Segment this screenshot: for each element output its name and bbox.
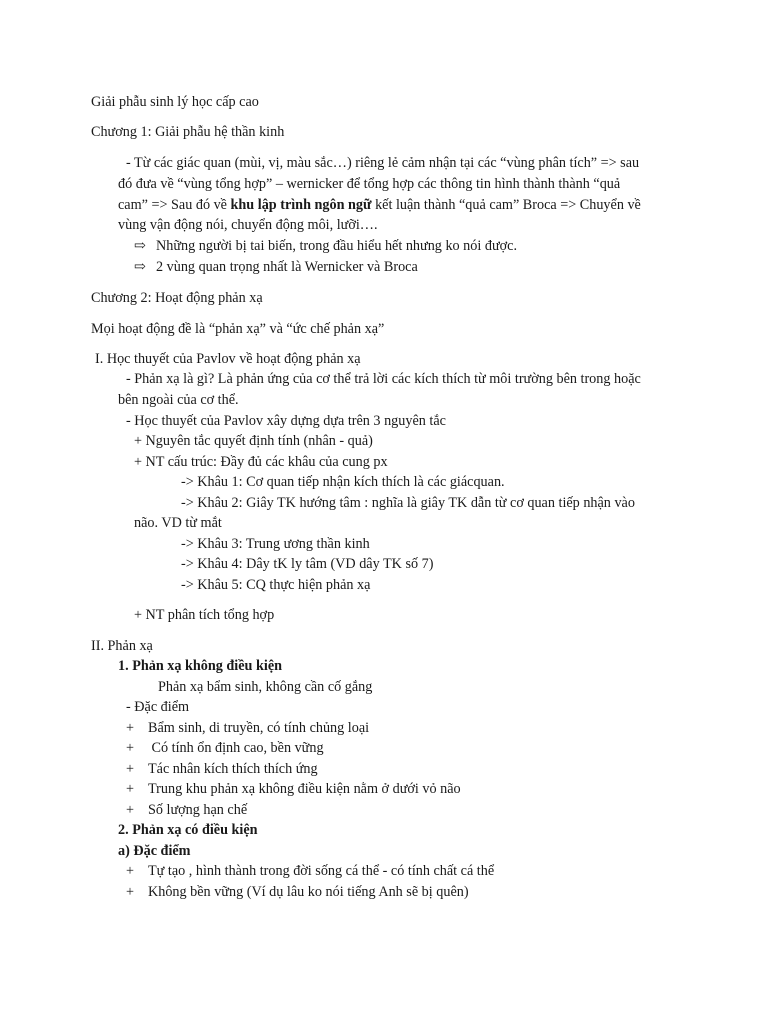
section1-line: bên ngoài của cơ thể. (118, 392, 239, 408)
reflex-arc-step: -> Khâu 2: Giây TK hướng tâm : nghĩa là giây TK dẫn từ cơ quan tiếp nhận vào (181, 495, 635, 511)
subsection-heading: 2. Phản xạ có điều kiện (118, 822, 258, 838)
subsection-description: Phản xạ bẩm sinh, không cần cố gắng (158, 679, 373, 695)
plus-marker: + (126, 761, 135, 777)
subsection-heading: a) Đặc điểm (118, 843, 191, 859)
section1-line: - Học thuyết của Pavlov xây dựng dựa trên 3 nguyên tắc (126, 413, 446, 429)
reflex-arc-step: -> Khâu 3: Trung ương thần kinh (181, 536, 370, 552)
trait-text: Trung khu phản xạ không điều kiện nằm ở dưới vỏ não (148, 781, 461, 797)
chapter2-heading: Chương 2: Hoạt động phản xạ (91, 290, 263, 306)
paragraph-text: kết luận thành “quả cam” Broca => Chuyển về (371, 197, 641, 213)
trait-text: Tác nhân kích thích thích ứng (148, 761, 318, 777)
principle-item: + NT cấu trúc: Đầy đủ các khâu của cung px (134, 454, 388, 470)
bullet-text: 2 vùng quan trọng nhất là Wernicker và Broca (156, 259, 418, 275)
trait-item (126, 861, 495, 882)
trait-item (126, 779, 461, 800)
chapter1-paragraph-line: - Từ các giác quan (mùi, vị, màu sắc…) riêng lẻ cảm nhận tại các “vùng phân tích” => sau (126, 155, 640, 171)
trait-text: Không bền vững (Ví dụ lâu ko nói tiếng Anh sẽ bị quên) (148, 884, 469, 900)
traits-label: - Đặc điểm (126, 699, 190, 715)
chapter1-paragraph-line: vùng vận động nói, chuyển động môi, lưỡi…. (118, 217, 378, 233)
plus-marker: + (126, 802, 135, 818)
trait-item (126, 738, 324, 759)
trait-text: Số lượng hạn chế (148, 802, 248, 818)
bold-term: khu lập trình ngôn ngữ (230, 197, 372, 213)
reflex-arc-step: -> Khâu 1: Cơ quan tiếp nhận kích thích là các giácquan. (181, 474, 505, 490)
arrow-bullet (134, 257, 418, 278)
reflex-arc-step: -> Khâu 4: Dây tK ly tâm (VD dây TK số 7) (181, 556, 434, 572)
plus-marker: + (126, 781, 135, 797)
document-title: Giải phẫu sinh lý học cấp cao (91, 94, 259, 110)
trait-item (126, 800, 248, 821)
section1-heading: I. Học thuyết của Pavlov về hoạt động phản xạ (95, 351, 361, 367)
section2-heading: II. Phản xạ (91, 638, 153, 654)
chapter1-paragraph-line (118, 195, 641, 216)
chapter1-paragraph-line: đó đưa về “vùng tổng hợp” – wernicker để tổng hợp các thông tin hình thành thành “quả (118, 176, 621, 192)
trait-text: Có tính ổn định cao, bền vững (148, 740, 324, 756)
arrow-right-icon: ⇨ (134, 238, 146, 254)
principle-item: + Nguyên tắc quyết định tính (nhân - quả) (134, 433, 373, 449)
reflex-arc-step: não. VD từ mắt (134, 515, 222, 531)
trait-text: Bẩm sinh, di truyền, có tính chủng loại (148, 720, 370, 736)
plus-marker: + (126, 740, 135, 756)
arrow-right-icon: ⇨ (134, 259, 146, 275)
paragraph-text: cam” => Sau đó về (118, 197, 231, 213)
subsection-heading: 1. Phản xạ không điều kiện (118, 658, 283, 674)
trait-item (126, 882, 469, 903)
plus-marker: + (126, 884, 135, 900)
chapter1-heading: Chương 1: Giải phẫu hệ thần kinh (91, 124, 285, 140)
principle-item: + NT phân tích tổng hợp (134, 607, 275, 623)
chapter2-intro: Mọi hoạt động đề là “phản xạ” và “ức chế phản xạ” (91, 321, 385, 337)
trait-item (126, 718, 370, 739)
trait-item (126, 759, 318, 780)
plus-marker: + (126, 720, 135, 736)
section1-line: - Phản xạ là gì? Là phản ứng của cơ thể trả lời các kích thích từ môi trường bên trong hoặc (126, 371, 641, 387)
bullet-text: Những người bị tai biến, trong đầu hiểu hết nhưng ko nói được. (156, 238, 517, 254)
reflex-arc-step: -> Khâu 5: CQ thực hiện phản xạ (181, 577, 371, 593)
trait-text: Tự tạo , hình thành trong đời sống cá thể - có tính chất cá thể (148, 863, 495, 879)
arrow-bullet (134, 236, 517, 257)
plus-marker: + (126, 863, 135, 879)
